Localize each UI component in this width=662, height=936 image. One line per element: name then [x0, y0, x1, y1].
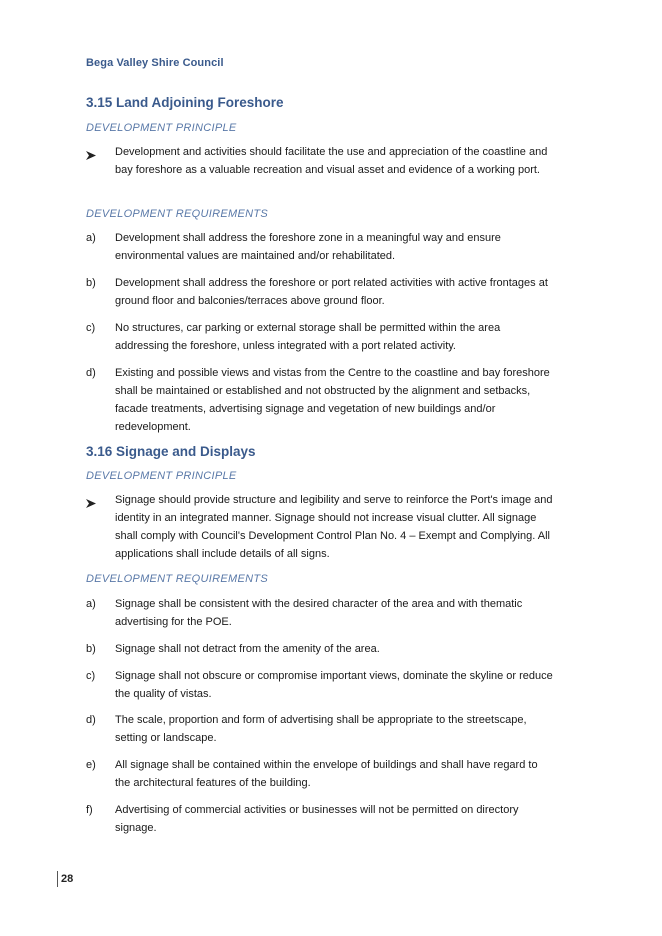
requirement-text: Development shall address the foreshore zone in a meaningful way and ensure environmental values are maintained and/or rehabilitated.: [115, 232, 501, 262]
requirement-marker: d): [86, 714, 96, 726]
requirements-label: DEVELOPMENT REQUIREMENTS: [86, 573, 269, 585]
requirement-marker: a): [86, 598, 96, 610]
requirement-marker: f): [86, 804, 93, 816]
requirement-text: Advertising of commercial activities or businesses will not be permitted on directory signage.: [115, 804, 519, 834]
requirements-label: DEVELOPMENT REQUIREMENTS: [86, 208, 269, 220]
council-name: Bega Valley Shire Council: [86, 57, 224, 69]
requirement-text: Signage shall not detract from the amenity of the area.: [115, 643, 380, 655]
requirement-text: Development shall address the foreshore or port related activities with active frontages at ground floor and balconies/terraces above ground floor.: [115, 277, 548, 307]
requirement-text: Signage shall be consistent with the desired character of the area and with thematic advertising for the POE.: [115, 598, 523, 628]
page-number-divider: [57, 871, 58, 887]
arrow-bullet-icon: [86, 148, 96, 166]
section-heading-3-16: 3.16 Signage and Displays: [86, 444, 256, 459]
principle-label: DEVELOPMENT PRINCIPLE: [86, 122, 237, 134]
requirement-marker: b): [86, 277, 96, 289]
requirement-text: Signage shall not obscure or compromise important views, dominate the skyline or reduce the quality of vistas.: [115, 670, 553, 700]
requirement-marker: d): [86, 367, 96, 379]
requirement-marker: a): [86, 232, 96, 244]
requirement-text: No structures, car parking or external storage shall be permitted within the area addressing the foreshore, unless integrated with a port related activity.: [115, 322, 501, 352]
requirement-marker: b): [86, 643, 96, 655]
requirement-marker: e): [86, 759, 96, 771]
requirement-text: Existing and possible views and vistas from the Centre to the coastline and bay foreshore shall be maintained or established and not obstructed by the alignment and setbacks, facade treatments, advertising signage and vegetation of new buildings and/or redevelopment.: [115, 367, 550, 433]
page-number: 28: [61, 873, 74, 885]
arrow-bullet-icon: [86, 496, 96, 514]
requirement-marker: c): [86, 670, 96, 682]
principle-text: Development and activities should facilitate the use and appreciation of the coastline and bay foreshore as a valuable recreation and visual asset and evidence of a working port.: [115, 146, 548, 176]
requirement-text: All signage shall be contained within the envelope of buildings and shall have regard to the architectural features of the building.: [115, 759, 538, 789]
principle-label: DEVELOPMENT PRINCIPLE: [86, 470, 237, 482]
section-heading-3-15: 3.15 Land Adjoining Foreshore: [86, 95, 284, 110]
requirement-marker: c): [86, 322, 96, 334]
principle-text: Signage should provide structure and legibility and serve to reinforce the Port's image and identity in an integrated manner. Signage should not increase visual clutter. All signage shall comply with Council's Development Control Plan No. 4 – Exempt and Complying. All applications shall include details of all signs.: [115, 494, 553, 560]
requirement-text: The scale, proportion and form of advertising shall be appropriate to the streetscape, setting or landscape.: [115, 714, 527, 744]
